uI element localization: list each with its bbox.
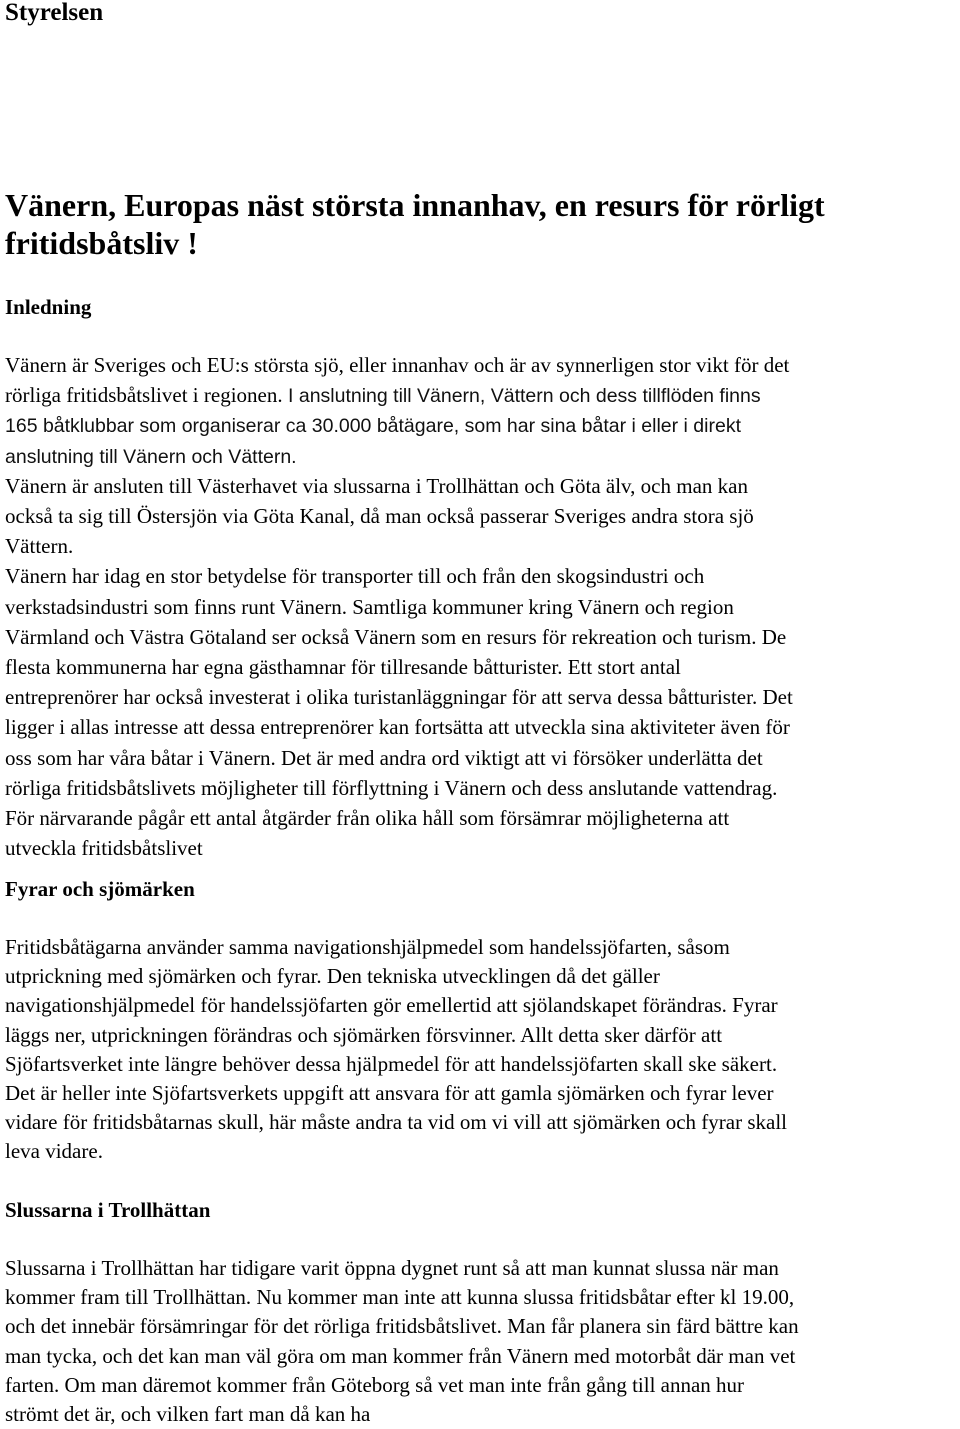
text-line: flesta kommunerna har egna gästhamnar för tillresande båtturister. Ett stort antal [5,655,681,680]
text-line: rörliga fritidsbåtslivet i regionen. I anslutning till Vänern, Vättern och dess tillflöden finns [5,383,761,408]
text-line: rörliga fritidsbåtslivets möjligheter till förflyttning i Vänern och dess anslutande vattendrag. [5,775,778,800]
text-line: oss som har våra båtar i Vänern. Det är med andra ord viktigt att vi försöker underlätta det [5,745,763,770]
text-line: Fritidsbåtägarna använder samma navigationshjälpmedel som handelssjöfarten, såsom [5,935,730,959]
text-line: ligger i allas intresse att dessa entreprenörer kan fortsätta att utveckla sina aktiviteter även för [5,715,790,740]
page-heading: Styrelsen [5,0,104,26]
text-line: Vänern har idag en stor betydelse för transporter till och från den skogsindustri och [5,564,705,589]
text-line: leva vidare. [5,1139,103,1164]
text-line: anslutning till Vänern och Vättern. [5,445,297,468]
paragraph-lighthouses [5,933,960,1167]
text-line: För närvarande pågår ett antal åtgärder från olika håll som försämrar möjligheterna att [5,806,730,831]
text-line: verkstadsindustri som finns runt Vänern. Samtliga kommuner kring Vänern och region [5,594,734,619]
text-line: Vänern är ansluten till Västerhavet via slussarna i Trollhättan och Göta älv, och man kan [5,473,748,498]
text-line: farten. Om man däremot kommer från Göteborg så vet man inte från gång till annan hur [5,1372,745,1397]
text-line: Sjöfartsverket inte längre behöver dessa hjälpmedel för att handelssjöfarten skall ske säkert. [5,1051,778,1076]
main-title: Vänern, Europas näst största innanhav, en resurs för rörligt fritidsbåtsliv ! [5,187,825,261]
text-line: navigationshjälpmedel för handelssjöfarten gör emellertid att sjölandskapet förändras. Fyrar [5,993,778,1018]
text-line: vidare för fritidsbåtarnas skull, här måste andra ta vid om vi vill att sjömärken och fyrar skall [5,1110,788,1135]
paragraph-intro [5,351,960,864]
text-line: Vättern. [5,534,74,559]
text-line: man tycka, och det kan man väl göra om man kommer från Vänern med motorbåt där man vet [5,1343,796,1368]
text-line: Det är heller inte Sjöfartsverkets uppgift att ansvara för att gamla sjömärken och fyrar lever [5,1081,774,1106]
section-heading-locks: Slussarna i Trollhättan [5,1198,211,1222]
text-line: också ta sig till Östersjön via Göta Kanal, då man också passerar Sveriges andra stora sjö [5,504,754,529]
text-line: utveckla fritidsbåtslivet [5,836,203,861]
text-line: utprickning med sjömärken och fyrar. Den tekniska utvecklingen då det gäller [5,964,660,989]
text-line: och det innebär försämringar för det rörliga fritidsbåtslivet. Man får planera sin färd bättre kan [5,1314,799,1339]
section-heading-lighthouses: Fyrar och sjömärken [5,877,195,901]
text-line: Värmland och Västra Götaland ser också Vänern som en resurs för rekreation och turism. De [5,624,787,649]
section-heading-intro: Inledning [5,295,92,319]
text-line: Vänern är Sveriges och EU:s största sjö, eller innanhav och är av synnerligen stor vikt för det [5,353,790,377]
text-line: kommer fram till Trollhättan. Nu kommer man inte att kunna slussa fritidsbåtar efter kl 19.00, [5,1285,795,1310]
text-line: strömt det är, och vilken fart man då kan ha [5,1402,371,1427]
text-line: 165 båtklubbar som organiserar ca 30.000 båtägare, som har sina båtar i eller i direkt [5,415,741,438]
text-line: Slussarna i Trollhättan har tidigare varit öppna dygnet runt så att man kunnat slussa när man [5,1256,779,1280]
text-line: läggs ner, utprickningen förändras och sjömärken försvinner. Allt detta sker därför att [5,1022,723,1047]
paragraph-locks [5,1254,960,1429]
text-line: entreprenörer har också investerat i olika turistanläggningar för att serva dessa båtturister. Det [5,685,793,710]
